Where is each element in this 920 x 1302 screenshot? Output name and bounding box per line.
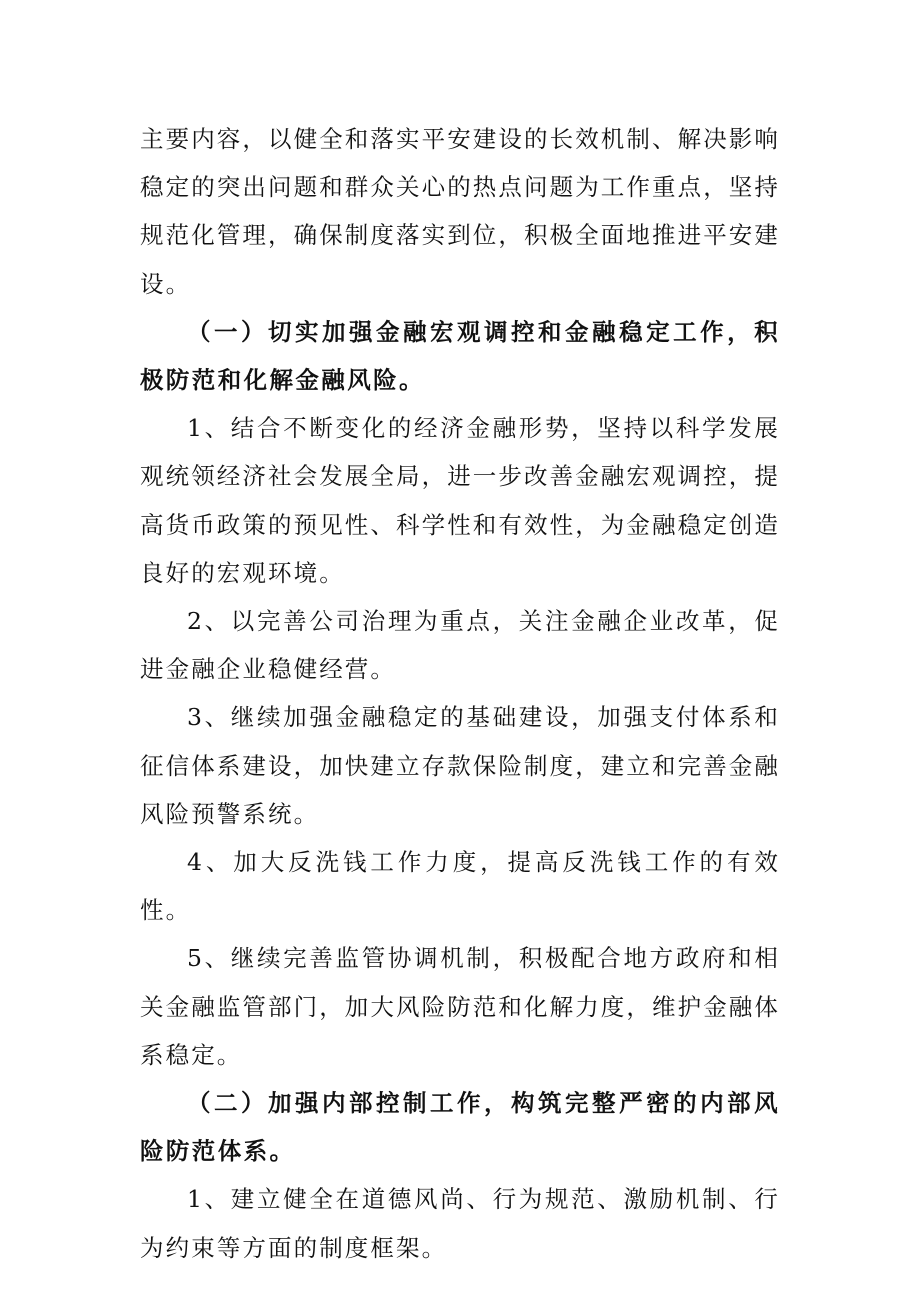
body-paragraph-intro: 主要内容，以健全和落实平安建设的长效机制、解决影响稳定的突出问题和群众关心的热点问题为工作重点，坚持规范化管理，确保制度落实到位，积极全面地推进平安建设。 [140, 125, 780, 298]
section-heading-1: （一）切实加强金融宏观调控和金融稳定工作，积极防范和化解金融风险。 [140, 317, 780, 395]
list-item-1-5: 5、继续完善监管协调机制，积极配合地方政府和相关金融监管部门，加大风险防范和化解力度，维护金融体系稳定。 [140, 944, 780, 1069]
list-item-1-4: 4、加大反洗钱工作力度，提高反洗钱工作的有效性。 [140, 848, 780, 925]
list-item-1-3: 3、继续加强金融稳定的基础建设，加强支付体系和征信体系建设，加快建立存款保险制度，建立和完善金融风险预警系统。 [140, 703, 780, 828]
document-body [140, 115, 780, 1272]
list-item-1-2: 2、以完善公司治理为重点，关注金融企业改革，促进金融企业稳健经营。 [140, 607, 780, 684]
section-heading-2: （二）加强内部控制工作，构筑完整严密的内部风险防范体系。 [140, 1089, 780, 1166]
list-item-1-1: 1、结合不断变化的经济金融形势，坚持以科学发展观统领经济社会发展全局，进一步改善金融宏观调控，提高货币政策的预见性、科学性和有效性，为金融稳定创造良好的宏观环境。 [140, 414, 780, 587]
list-item-2-1: 1、建立健全在道德风尚、行为规范、激励机制、行为约束等方面的制度框架。 [140, 1185, 780, 1262]
